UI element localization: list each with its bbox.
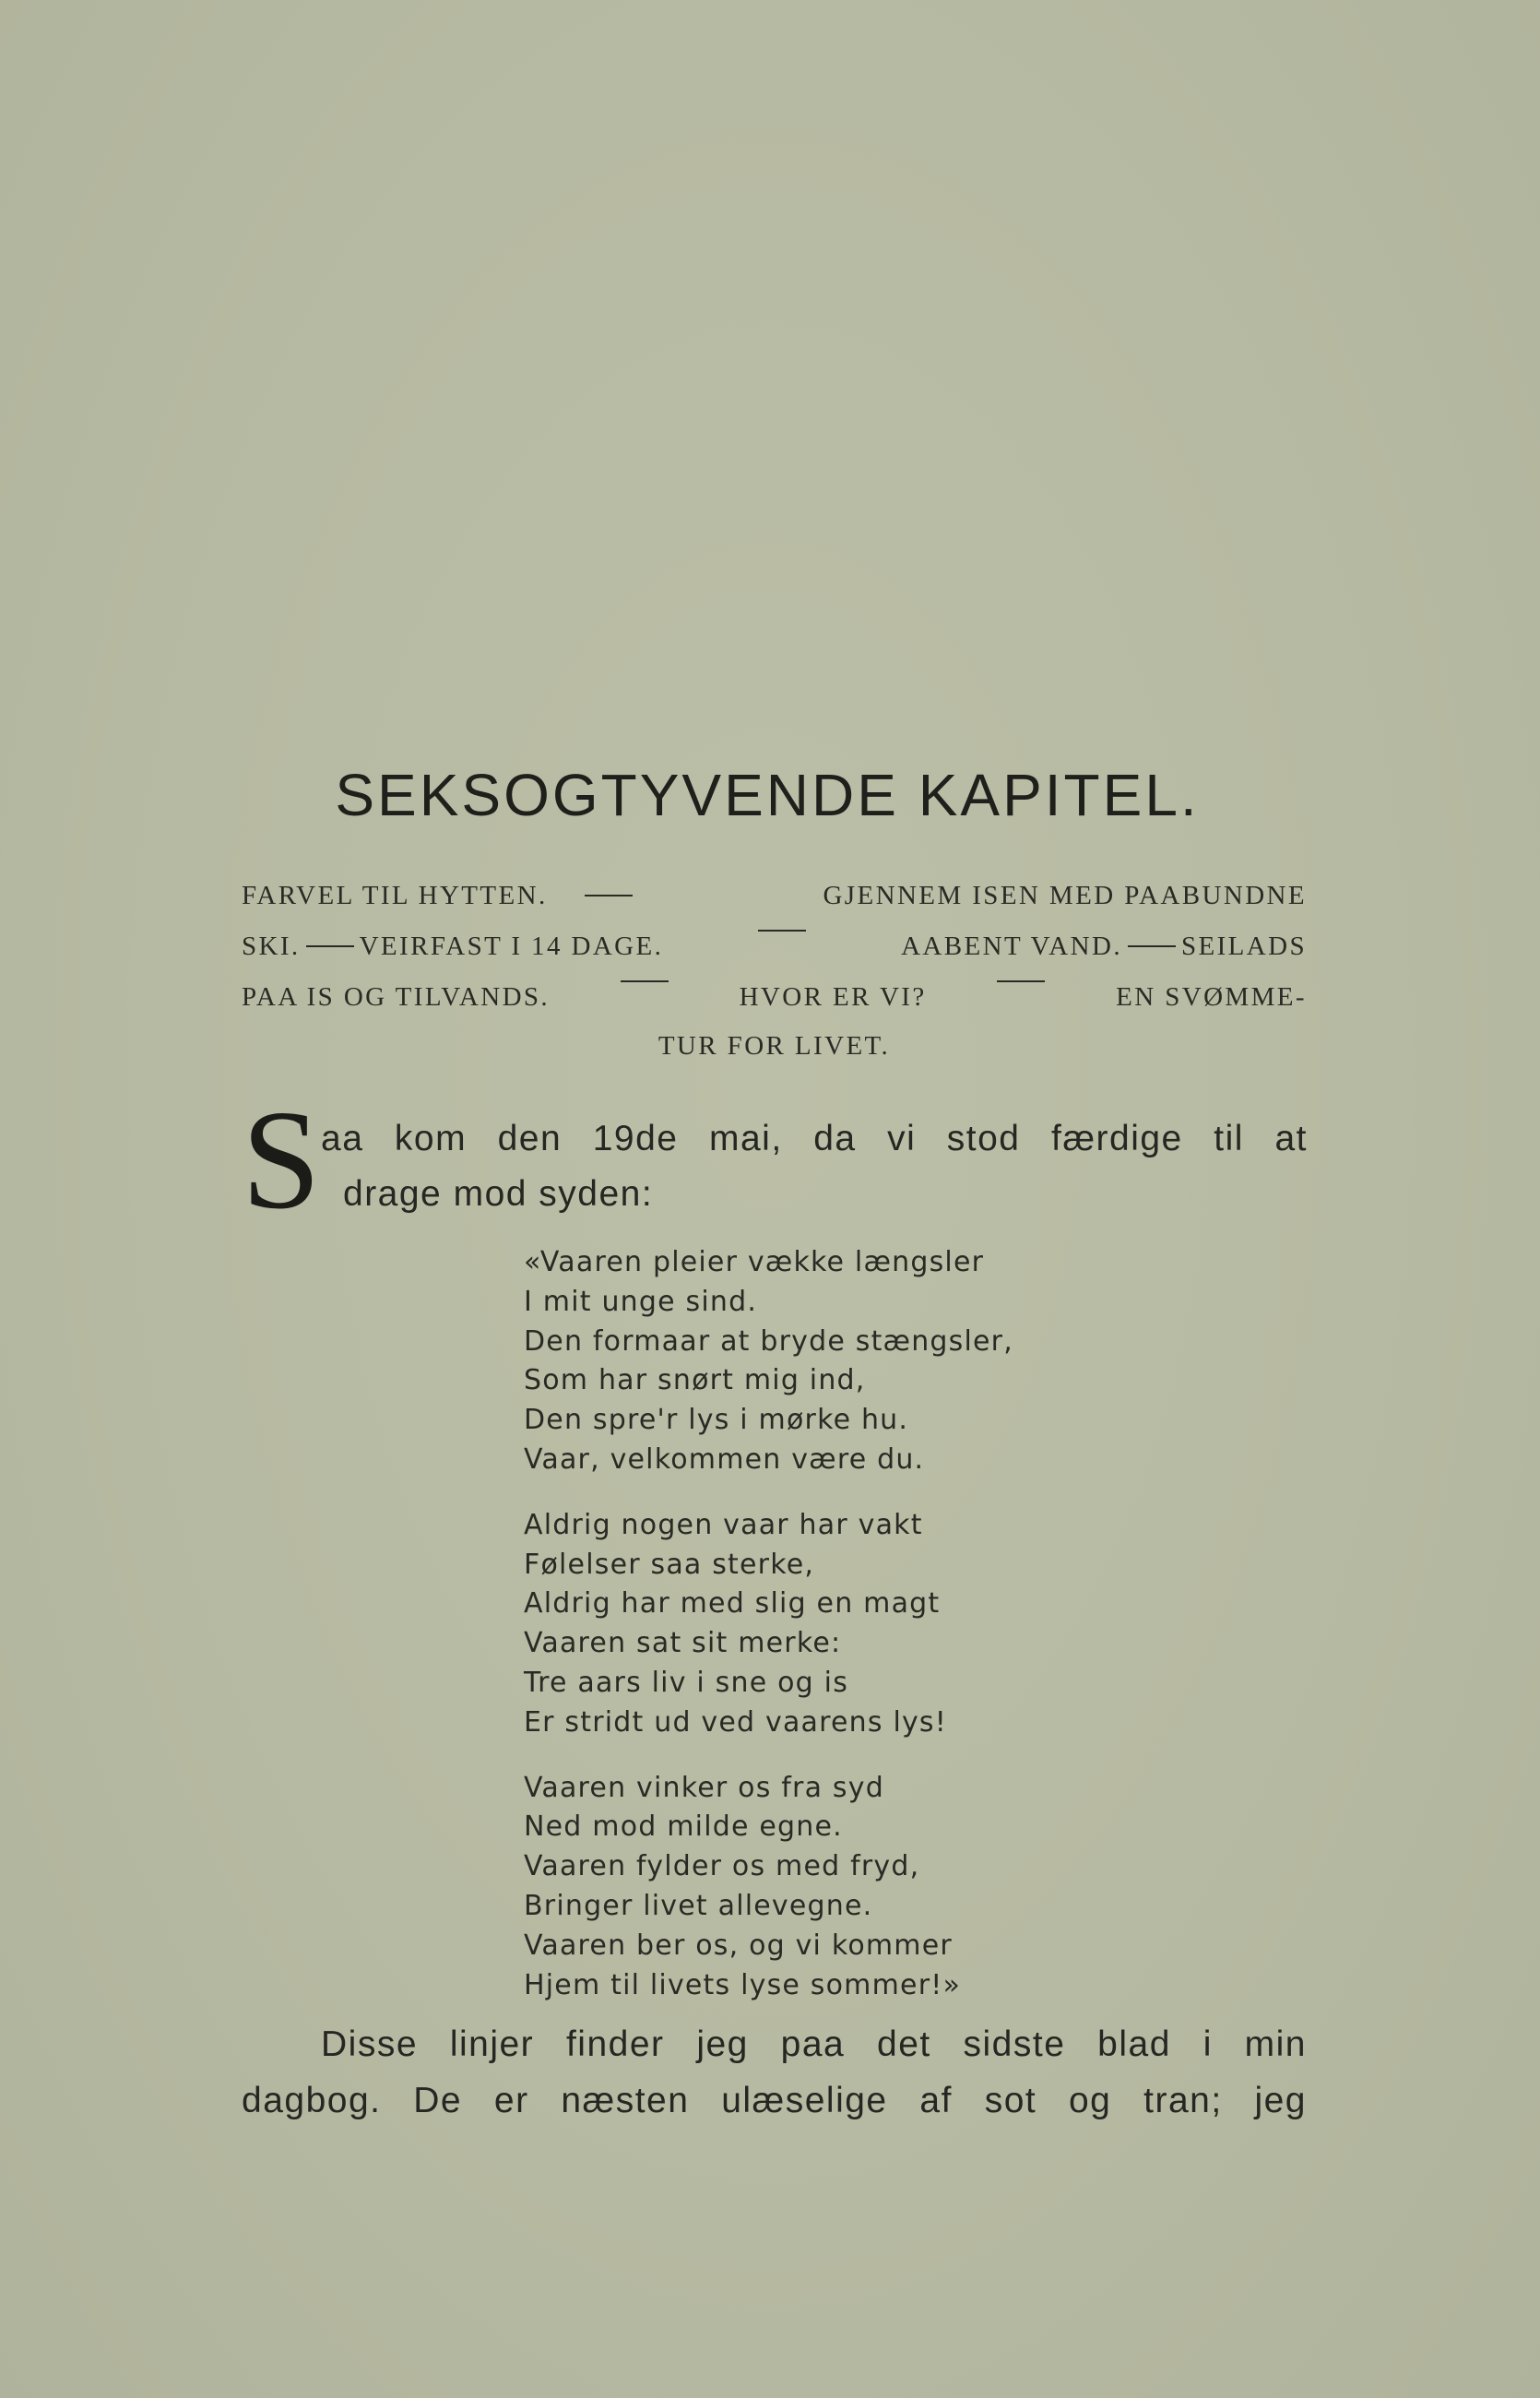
word: da [813, 1119, 857, 1158]
poem-line: Aldrig nogen vaar har vakt [524, 1508, 923, 1541]
closing-paragraph-line-2 [242, 2081, 1307, 2121]
word: linjer [449, 2024, 535, 2064]
em-dash [1128, 945, 1176, 947]
word: jeg [696, 2024, 749, 2064]
word: ulæselige [721, 2081, 888, 2120]
em-dash [306, 945, 354, 947]
word: i [1202, 2024, 1213, 2064]
em-dash [758, 930, 806, 960]
poem-line: Den formaar at bryde stængsler, [524, 1324, 1013, 1358]
word: dagbog. [242, 2081, 382, 2120]
poem-stanza-2 [524, 1506, 1013, 1743]
summary-item: SEILADS [1180, 932, 1307, 961]
summary-item: VEIRFAST I 14 DAGE. [359, 932, 664, 961]
opening-paragraph [242, 1082, 1308, 1241]
poem-line: Vaaren vinker os fra syd [524, 1771, 884, 1804]
word: næsten [561, 2081, 690, 2120]
poem-line: Som har snørt mig ind, [524, 1364, 866, 1397]
word: 19de [592, 1119, 679, 1158]
em-dash [621, 980, 669, 1011]
chapter-summary-line-3 [242, 982, 1307, 1013]
word: sidste [963, 2024, 1066, 2064]
word: mai, [708, 1119, 783, 1158]
word: jeg [1254, 2081, 1307, 2120]
word: min [1244, 2024, 1307, 2064]
summary-item: EN SVØMME- [1116, 982, 1307, 1012]
poem-line: Hjem til livets lyse sommer!» [524, 1968, 962, 2001]
word: paa [780, 2024, 846, 2064]
word: vi [887, 1119, 917, 1158]
summary-item: PAA IS OG TILVANDS. [242, 982, 551, 1012]
poem-line: Følelser saa sterke, [524, 1548, 815, 1581]
word: det [877, 2024, 931, 2064]
word: aa [321, 1119, 364, 1158]
poem-stanza-1 [524, 1243, 1013, 1480]
word: Disse [321, 2024, 419, 2064]
word: tran; [1143, 2081, 1223, 2120]
poem-line: Den spre'r lys i mørke hu. [524, 1404, 909, 1437]
poem-stanza-3 [524, 1769, 1013, 2006]
word: den [497, 1119, 563, 1158]
word: stod [946, 1119, 1021, 1158]
chapter-summary-line-4: TUR FOR LIVET. [657, 1031, 891, 1061]
closing-paragraph-line-1 [321, 2024, 1307, 2065]
word: at [1274, 1119, 1308, 1158]
word: til [1214, 1119, 1244, 1158]
chapter-summary-line-1 [242, 881, 1307, 911]
em-dash [997, 980, 1045, 1011]
word: blad [1097, 2024, 1171, 2064]
poem-line: Tre aars liv i sne og is [524, 1666, 849, 1699]
chapter-title: SEKSOGTYVENDE KAPITEL. [335, 762, 1200, 828]
summary-item: FARVEL TIL HYTTEN. [242, 881, 548, 910]
summary-item: SKI. [242, 932, 301, 961]
opening-line-2: drage mod syden: [343, 1174, 654, 1214]
poem-line: «Vaaren pleier vække længsler [524, 1246, 985, 1278]
poem-line: Vaar, velkommen være du. [524, 1442, 925, 1476]
poem-line: Vaaren sat sit merke: [524, 1627, 842, 1660]
poem [524, 1243, 1013, 2031]
poem-line: Bringer livet allevegne. [524, 1889, 873, 1922]
word: finder [565, 2024, 665, 2064]
poem-line: Aldrig har med slig en magt [524, 1587, 941, 1620]
word: er [493, 2081, 529, 2120]
word: De [413, 2081, 463, 2120]
summary-item: HVOR ER VI? [739, 982, 927, 1012]
word: sot [984, 2081, 1037, 2120]
word: kom [394, 1119, 468, 1158]
poem-line: Vaaren fylder os med fryd, [524, 1850, 920, 1883]
chapter-summary-line-2 [242, 932, 1307, 962]
poem-line: Er stridt ud ved vaarens lys! [524, 1705, 947, 1739]
opening-line-1 [321, 1119, 1308, 1159]
summary-item: AABENT VAND. [901, 932, 1122, 961]
word: og [1068, 2081, 1112, 2120]
word: færdige [1051, 1119, 1183, 1158]
word: af [919, 2081, 953, 2120]
em-dash [585, 895, 633, 896]
poem-line: Vaaren ber os, og vi kommer [524, 1929, 953, 1962]
drop-cap: S [242, 1082, 321, 1239]
summary-item: GJENNEM ISEN MED PAABUNDNE [823, 881, 1307, 910]
poem-line: Ned mod milde egne. [524, 1810, 843, 1844]
poem-line: I mit unge sind. [524, 1285, 758, 1318]
